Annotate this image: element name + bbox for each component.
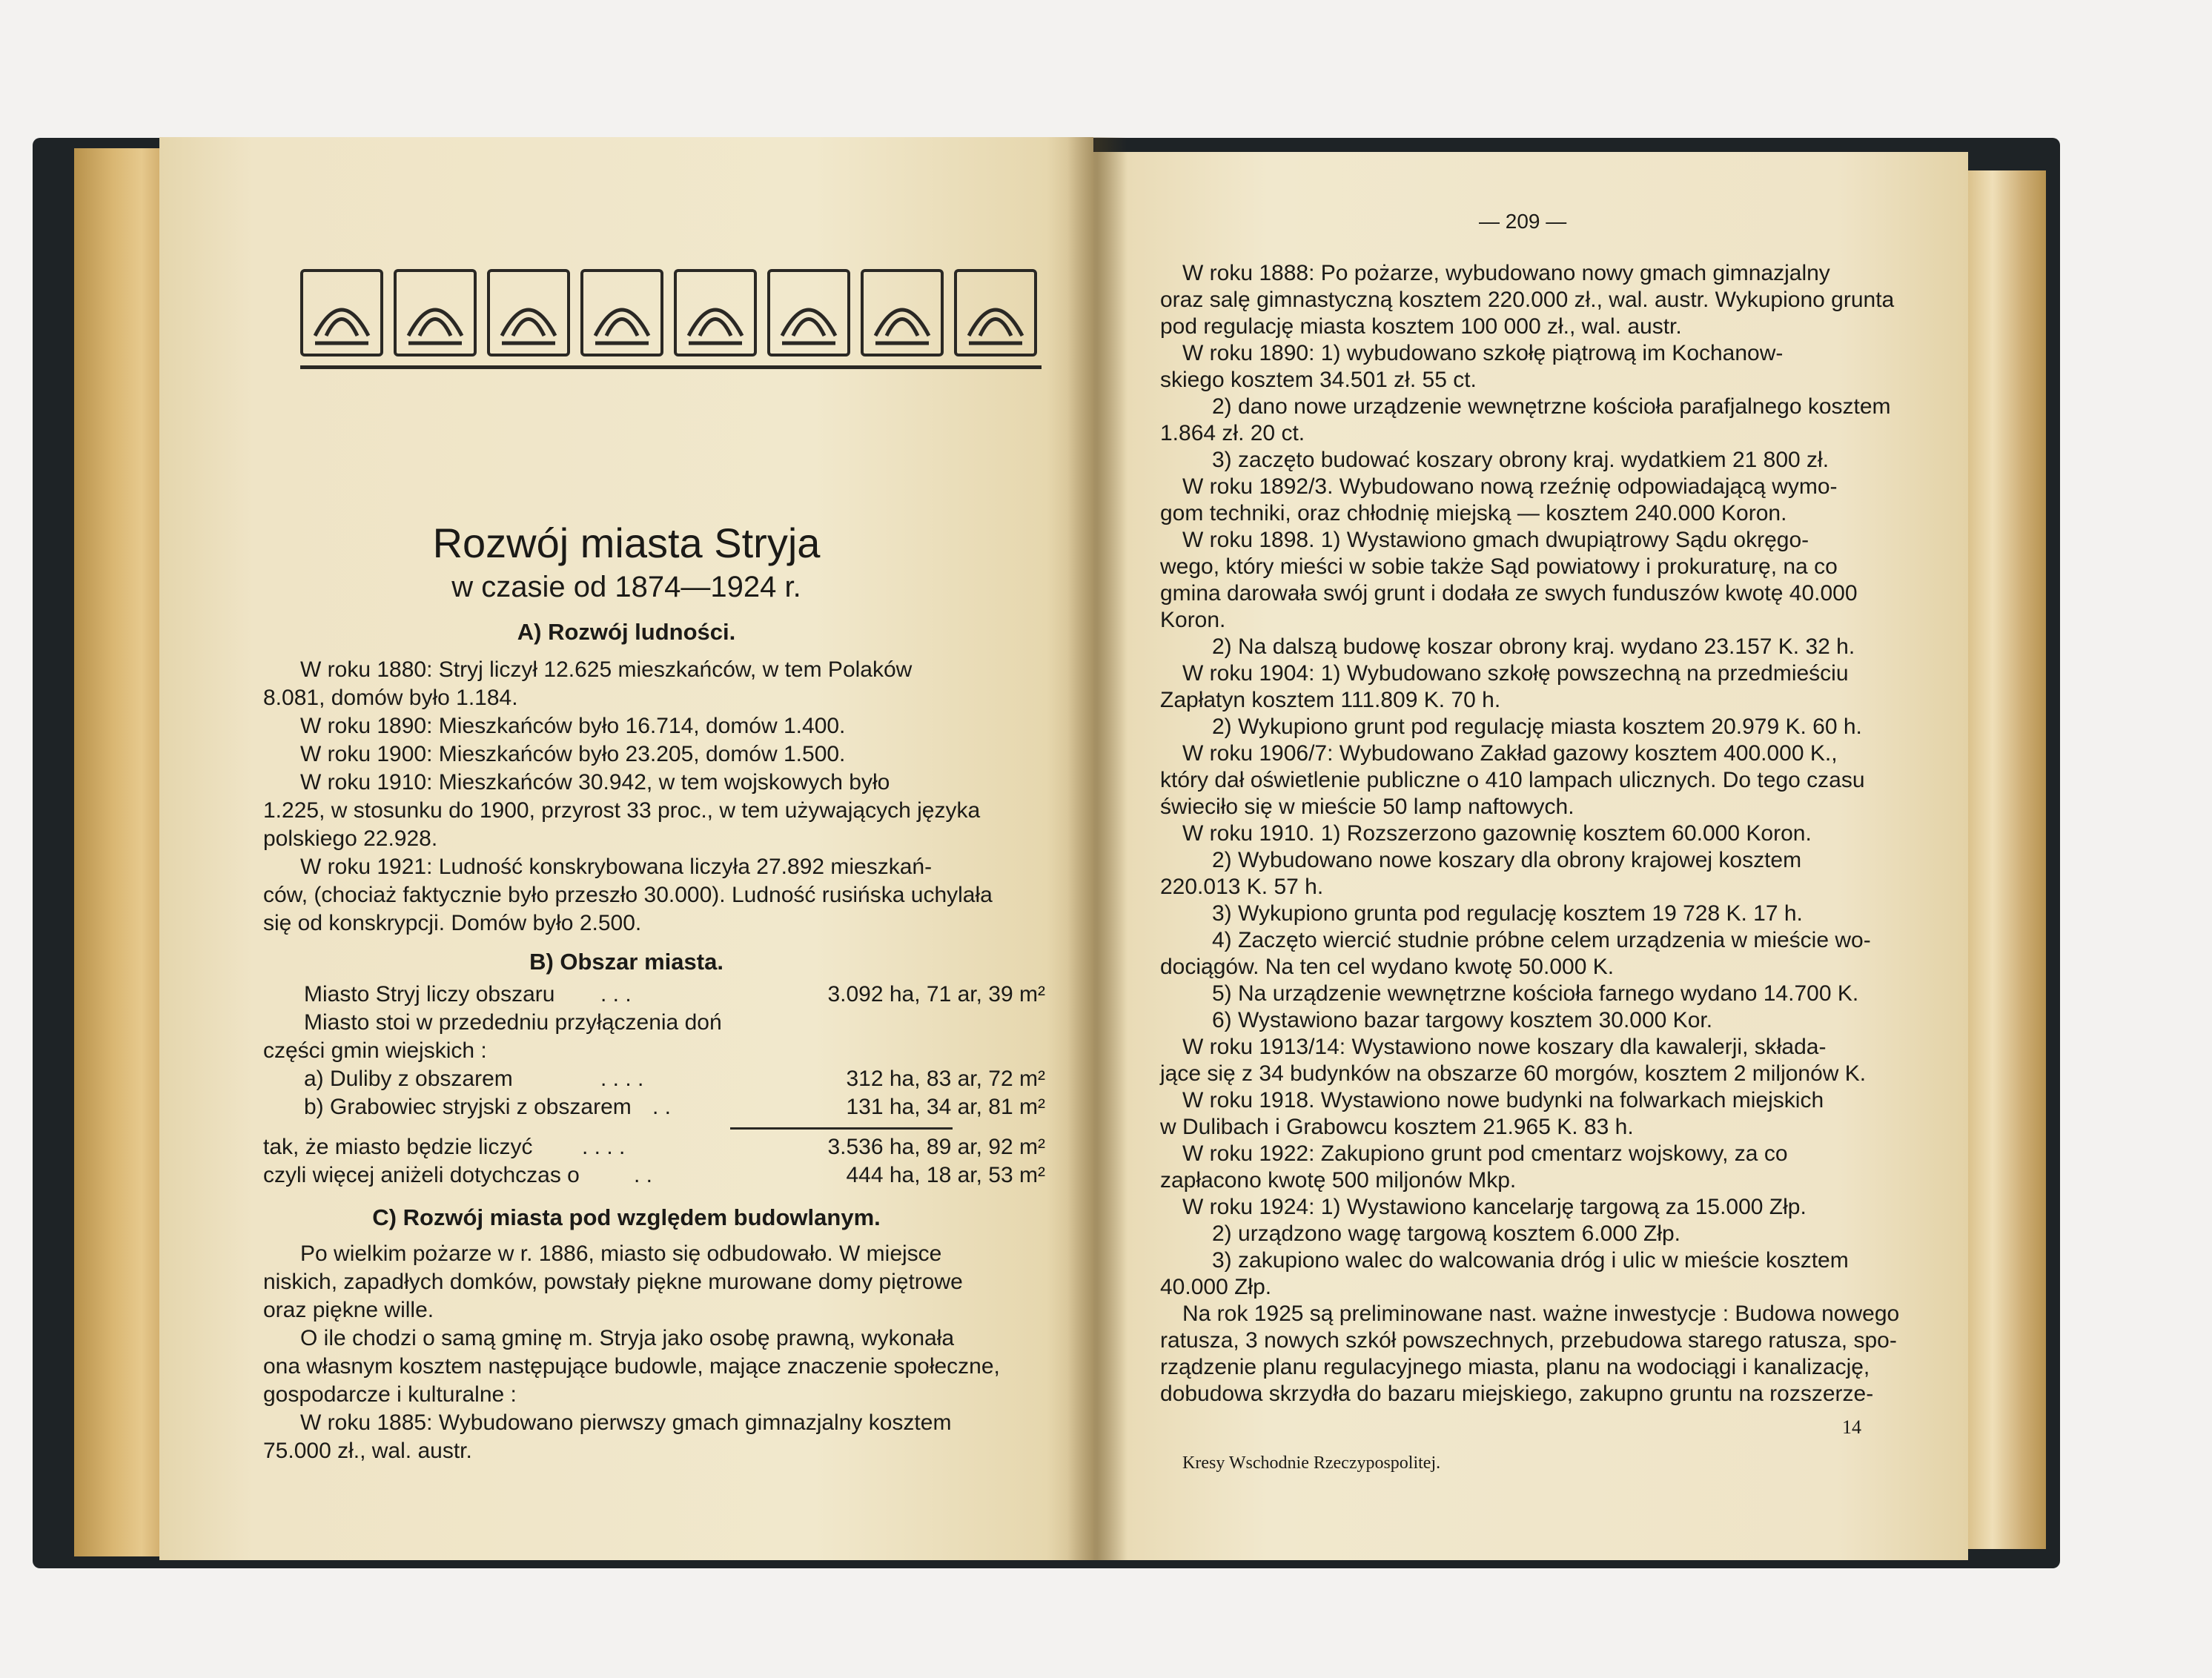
text-line: 8.081, domów było 1.184.: [263, 686, 518, 710]
text-line: 220.013 K. 57 h.: [1160, 875, 1324, 899]
area-row: Miasto stoi w przededniu przyłączenia doń: [304, 1010, 722, 1035]
text-line: W roku 1906/7: Wybudowano Zakład gazowy kosztem 400.000 K.,: [1182, 741, 1838, 766]
book-gutter: [1067, 137, 1127, 1560]
text-line: O ile chodzi o samą gminę m. Stryja jako osobę prawną, wykonała: [300, 1326, 955, 1350]
text-line: W roku 1880: Stryj liczył 12.625 mieszkańców, w tem Polaków: [300, 657, 913, 682]
text-line: W roku 1890: 1) wybudowano szkołę piątrową im Kochanow-: [1182, 341, 1784, 365]
left-page: [159, 137, 1093, 1560]
footer-line: Kresy Wschodnie Rzeczypospolitej.: [1182, 1453, 1441, 1473]
text-line: niskich, zapadłych domków, powstały piękne murowane domy piętrowe: [263, 1270, 963, 1294]
text-line: rządzenie planu regulacyjnego miasta, planu na wodociągi i kanalizację,: [1160, 1355, 1870, 1379]
text-line: Zapłatyn kosztem 111.809 K. 70 h.: [1160, 688, 1501, 712]
text-line: wego, który mieści w sobie także Sąd powiatowy i prokuraturę, na co: [1160, 554, 1838, 579]
section-b-heading: B) Obszar miasta.: [529, 949, 723, 975]
page-number: — 209 —: [1479, 210, 1567, 233]
area-row: b) Grabowiec stryjski z obszarem . . 131 ha, 34 ar, 81 m²: [304, 1095, 1045, 1119]
area-row: Miasto Stryj liczy obszaru . . . 3.092 ha, 71 ar, 39 m²: [304, 982, 1045, 1007]
text-line: 75.000 zł., wal. austr.: [263, 1439, 472, 1463]
text-line: 4) Zaczęto wiercić studnie próbne celem urządzenia w mieście wo-: [1212, 928, 1871, 952]
text-line: skiego kosztem 34.501 zł. 55 ct.: [1160, 368, 1477, 392]
page-edges-left: [74, 148, 170, 1556]
text-line: W roku 1924: 1) Wystawiono kancelarję targową za 15.000 Złp.: [1182, 1195, 1807, 1219]
text-line: 3) Wykupiono grunta pod regulację kosztem 19 728 K. 17 h.: [1212, 901, 1803, 926]
text-line: który dał oświetlenie publiczne o 410 lampach ulicznych. Do tego czasu: [1160, 768, 1865, 792]
ornament-band: [300, 269, 1042, 369]
text-line: 2) dano nowe urządzenie wewnętrzne kościoła parafjalnego kosztem: [1212, 394, 1891, 419]
text-line: w Dulibach i Grabowcu kosztem 21.965 K. 83 h.: [1160, 1115, 1634, 1139]
text-line: 1.864 zł. 20 ct.: [1160, 421, 1305, 445]
text-line: W roku 1888: Po pożarze, wybudowano nowy gmach gimnazjalny: [1182, 261, 1830, 285]
text-line: ratusza, 3 nowych szkół powszechnych, przebudowa starego ratusza, spo-: [1160, 1328, 1897, 1353]
page-title: Rozwój miasta Stryja: [432, 520, 821, 566]
signature-mark: 14: [1842, 1416, 1861, 1438]
text-line: świeciło się w mieście 50 lamp naftowych.: [1160, 795, 1574, 819]
text-line: W roku 1921: Ludność konskrybowana liczyła 27.892 mieszkań-: [300, 855, 933, 879]
sum-rule: [730, 1127, 953, 1130]
text-line: dociągów. Na ten cel wydano kwotę 50.000 K.: [1160, 955, 1615, 979]
text-line: 3) zaczęto budować koszary obrony kraj. wydatkiem 21 800 zł.: [1212, 448, 1829, 472]
text-line: 40.000 Złp.: [1160, 1275, 1272, 1299]
text-line: W roku 1898. 1) Wystawiono gmach dwupiątrowy Sądu okręgo-: [1182, 528, 1809, 552]
text-line: W roku 1900: Mieszkańców było 23.205, domów 1.500.: [300, 742, 846, 766]
text-line: ona własnym kosztem następujące budowle, mające znaczenie społeczne,: [263, 1354, 1000, 1379]
text-line: 1.225, w stosunku do 1900, przyrost 33 proc., w tem używających języka: [263, 798, 981, 823]
text-line: się od konskrypcji. Domów było 2.500.: [263, 911, 642, 935]
text-line: Na rok 1925 są preliminowane nast. ważne inwestycje : Budowa nowego: [1182, 1301, 1900, 1326]
text-line: pod regulację miasta kosztem 100 000 zł., wal. austr.: [1160, 314, 1682, 339]
text-line: oraz piękne wille.: [263, 1298, 434, 1322]
text-line: Koron.: [1160, 608, 1226, 632]
area-row: części gmin wiejskich :: [263, 1038, 487, 1063]
text-line: 2) Wykupiono grunt pod regulację miasta kosztem 20.979 K. 60 h.: [1212, 714, 1862, 739]
text-line: W roku 1892/3. Wybudowano nową rzeźnię odpowiadającą wymo-: [1182, 474, 1838, 499]
text-line: gmina darowała swój grunt i dodała ze swych funduszów kwotę 40.000: [1160, 581, 1858, 606]
text-line: ców, (chociaż faktycznie było przeszło 30.000). Ludność rusińska uchylała: [263, 883, 993, 907]
text-line: 2) Wybudowano nowe koszary dla obrony krajowej kosztem: [1212, 848, 1802, 872]
text-line: 6) Wystawiono bazar targowy kosztem 30.000 Kor.: [1212, 1008, 1713, 1032]
right-page: [1093, 152, 1968, 1560]
text-line: jące się z 34 budynków na obszarze 60 morgów, kosztem 2 miljonów K.: [1160, 1061, 1867, 1086]
text-line: gospodarcze i kulturalne :: [263, 1382, 517, 1407]
section-a-heading: A) Rozwój ludności.: [517, 619, 736, 645]
text-line: W roku 1904: 1) Wybudowano szkołę powszechną na przedmieściu: [1182, 661, 1849, 686]
area-row: czyli więcej aniżeli dotychczas o . . 444 ha, 18 ar, 53 m²: [263, 1163, 1045, 1187]
area-row: a) Duliby z obszarem . . . . 312 ha, 83 ar, 72 m²: [304, 1067, 1045, 1091]
text-line: 2) urządzono wagę targową kosztem 6.000 Złp.: [1212, 1221, 1681, 1246]
area-row: tak, że miasto będzie liczyć . . . . 3.536 ha, 89 ar, 92 m²: [263, 1135, 1045, 1159]
text-line: W roku 1910: Mieszkańców 30.942, w tem wojskowych było: [300, 770, 890, 795]
text-line: Po wielkim pożarze w r. 1886, miasto się odbudowało. W miejsce: [300, 1241, 942, 1266]
text-line: gom techniki, oraz chłodnię miejską — kosztem 240.000 Koron.: [1160, 501, 1787, 525]
text-line: W roku 1918. Wystawiono nowe budynki na folwarkach miejskich: [1182, 1088, 1824, 1112]
text-line: 3) zakupiono walec do walcowania dróg i ulic w mieście kosztem: [1212, 1248, 1849, 1273]
text-line: W roku 1890: Mieszkańców było 16.714, domów 1.400.: [300, 714, 846, 738]
text-line: 5) Na urządzenie wewnętrzne kościoła farnego wydano 14.700 K.: [1212, 981, 1859, 1006]
text-line: W roku 1885: Wybudowano pierwszy gmach gimnazjalny kosztem: [300, 1410, 952, 1435]
text-line: dobudowa skrzydła do bazaru miejskiego, zakupno gruntu na rozszerze-: [1160, 1382, 1874, 1406]
page-subtitle: w czasie od 1874—1924 r.: [451, 571, 801, 603]
section-c-heading: C) Rozwój miasta pod względem budowlanym.: [372, 1204, 881, 1230]
text-line: zapłacono kwotę 500 miljonów Mkp.: [1160, 1168, 1517, 1193]
text-line: W roku 1910. 1) Rozszerzono gazownię kosztem 60.000 Koron.: [1182, 821, 1812, 846]
text-line: 2) Na dalszą budowę koszar obrony kraj. wydano 23.157 K. 32 h.: [1212, 634, 1855, 659]
text-line: polskiego 22.928.: [263, 826, 438, 851]
text-line: W roku 1922: Zakupiono grunt pod cmentarz wojskowy, za co: [1182, 1141, 1788, 1166]
text-line: W roku 1913/14: Wystawiono nowe koszary dla kawalerji, składa-: [1182, 1035, 1827, 1059]
text-line: oraz salę gimnastyczną kosztem 220.000 zł., wal. austr. Wykupiono grunta: [1160, 288, 1895, 312]
